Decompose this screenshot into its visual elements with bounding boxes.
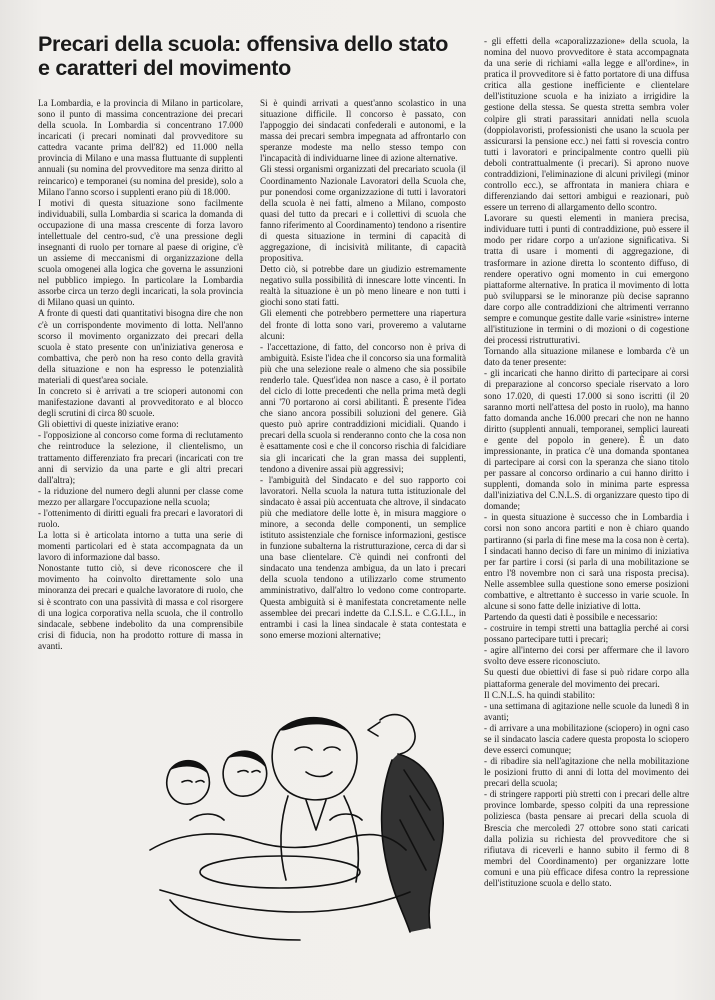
paragraph: Gli elementi che potrebbero permettere una riapertura del fronte di lotta sono vari, proveremo a valutarne alcuni: (260, 308, 466, 341)
text-column-2 (260, 98, 466, 688)
paragraph: - di ribadire sia nell'agitazione che nella mobilitazione le posizioni frutto di anni di lotta del movimento dei precari della scuola; (484, 756, 689, 789)
text-column-1 (38, 98, 243, 688)
paragraph: Detto ciò, si potrebbe dare un giudizio estremamente negativo sulla possibilità di innescare lotte vincenti. In realtà la situazione è un pò meno lineare e non tutti i giochi sono stati fatti. (260, 264, 466, 308)
paragraph: - l'accettazione, di fatto, del concorso non è priva di ambiguità. Esiste l'idea che il concorso sia una formalità più che una selezione reale o almeno che sia possibile renderlo tale. Quest'idea non nasce a caso, è il portato del ciclo di lotte precedenti che nella prima metà degli anni '70 portarono ai corsi abilitanti. È presente l'idea che siano ancora possibili soluzioni del genere. Già questo può aprire contraddizioni micidiali. Quando i precari della scuola si renderanno conto che la cosa non è esattamente così e che il concorso rischia di falcidiare sia gli incaricati che la gran massa dei supplenti, tendono a divenire assai più aggressivi; (260, 341, 466, 474)
paragraph: Gli stessi organismi organizzati del precariato scuola (il Coordinamento Nazionale Lavoratori della Scuola che, pur ponendosi come organizzazione di tutti i lavoratori della scuola è nei fatti, almeno a Milano, composto quasi del tutto da precari e i collettivi di scuola che fanno riferimento al Coordinamento) tendono a risentire di questa situazione in termini di capacità di aggregazione, di incisività militante, di capacità propositiva. (260, 164, 466, 264)
paragraph: - una settimana di agitazione nelle scuole da lunedì 8 in avanti; (484, 700, 689, 722)
paragraph: La lotta si è articolata intorno a tutta una serie di momenti particolari ed è stata accompagnata da un lavoro di informazione dal basso. (38, 530, 243, 563)
paragraph: La Lombardia, e la provincia di Milano in particolare, sono il punto di massima concentrazione dei precari della scuola. In Lombardia si concentrano 17.000 incaricati (i precari nominati dal provveditore su cattedra vacante prima dell'82) ed 11.000 nella provincia di Milano e una massa fluttuante di supplenti annuali (su nomina del provveditore ma senza diritto al reincarico) e temporanei (su nomina del preside), solo a Milano l'anno scorso i supplenti erano più di 18.000. (38, 98, 243, 197)
article-title (38, 32, 478, 80)
paragraph: Tornando alla situazione milanese e lombarda c'è un dato da tener presente: (484, 346, 689, 368)
paragraph: - l'ambiguità del Sindacato e del suo rapporto coi lavoratori. Nella scuola la natura tutta istituzionale del sindacato è assai più accentuata che altrove, il sindacato più che mediatore delle lotte è, in misura maggiore o minore, a seconda delle componenti, un semplice istituto assistenziale che fornisce informazioni, gestisce in funzione subalterna la ristrutturazione, cerca di dar sì una base clientelare. C'è quindi nei confronti del sindacato una tendenza ambigua, da un lato i precari della scuola tendono a utilizzarlo come strumento amministrativo, dall'altro lo vedono come controparte. Questa ambiguità si è manifestata concretamente nelle assemblee dei precari indette da C.I.S.L. e C.G.I.L., in entrambi i casi la linea sindacale è stata contestata e sono emerse mozioni alternative; (260, 474, 466, 640)
paragraph: - gli incaricati che hanno diritto di partecipare ai corsi di preparazione al concorso speciale riservato a loro sono 17.020, di questi 17.000 si sono iscritti (il 20 saranno morti nell'attesa del posto in ruolo), ma hanno fatto domanda anche 16.000 precari che non ne hanno diritto (supplenti annuali, temporanei, semplici laureati e gente del popolo in genere). È un dato impressionante, in pratica c'è una domanda spontanea di partecipare ai corsi con la speranza che siano titolo per passare al concorso ordinario a cui hanno diritto i supplenti, domanda solo in minima parte espressa dall'iniziativa del C.N.L.S. di organizzare questo tipo di domande; (484, 368, 689, 512)
title-line-1: Precari della scuola: offensiva dello stato (38, 32, 449, 56)
paragraph: - la riduzione del numero degli alunni per classe come mezzo per allargare l'occupazione nella scuola; (38, 485, 243, 507)
paragraph: In concreto si è arrivati a tre scioperi autonomi con manifestazione davanti al provveditorato e al blocco degli scrutini di circa 80 scuole. (38, 386, 243, 419)
paragraph: Si è quindi arrivati a quest'anno scolastico in una situazione difficile. Il concorso è passato, con l'appoggio dei sindacati confederali e autonomi, e la massa dei precari sembra impegnata ad affrontarlo con speranze modeste ma nello stesso tempo con l'incapacità di individuarne linee di azione alternative. (260, 98, 466, 164)
paragraph: - gli effetti della «caporalizzazione» della scuola, la nomina del nuovo provveditore è stata accompagnata da una serie di richiami «alla legge e all'ordine», in pratica il provveditore si è fatto portatore di una diffusa critica alla gestione inefficiente e clientelare dell'istituzione scuola e ha iniziato a irrigidire la gestione della stessa. Se questa stretta sembra voler colpire gli strati parassitari annidati nella scuola (doppiolavoristi, professionisti che usano la scuola per assicurarsi la pensione ecc.) nei fatti si rovescia contro tutti i lavoratori e principalmente contro quelli più deboli contrattualmente (i precari). Si aprono nuove contraddizioni, l'eliminazione di alcuni privilegi (minor controllo ecc.), se affrontata in maniera chiara e differenziando dai settori ambigui e reazionari, può essere un terreno di allargamento dello scontro. (484, 36, 689, 213)
paragraph: Il C.N.L.S. ha quindi stabilito: (484, 689, 596, 700)
cartoon-illustration (130, 700, 470, 945)
paragraph: A fronte di questi dati quantitativi bisogna dire che non c'è un corrispondente movimento di lotta. Nell'anno scorso il movimento organizzato dei precari della scuola è stato presente con un'iniziativa generosa e combattiva, che però non ha reso conto della gravità della situazione e non ha espresso le potenzialità materiali di quest'area sociale. (38, 308, 243, 385)
paragraph: I motivi di questa situazione sono facilmente individuabili, sulla Lombardia si scarica la domanda di occupazione di una massa crescente di forza lavoro intellettuale del centro-sud, c'è una pressione degli insegnanti di ruolo per tornare al paese di origine, c'è un assieme di meccanismi di organizzazione della scuola omogenei alla logica che governa le assunzioni nel pubblico impiego. In particolare la Lombardia assorbe circa un terzo degli incaricati, la sola provincia di Milano quasi un quinto. (38, 197, 243, 308)
paragraph: - in questa situazione è successo che in Lombardia i corsi non sono ancora partiti e non è chiaro quando partiranno (si parla di fine mese ma la cosa non è certa). I sindacati hanno deciso di fare un minimo di iniziativa per far partire i corsi (si parla di una mobilitazione se entro l'8 novembre non ci sarà una risposta precisa). Nelle assemblee sulla questione sono emerse posizioni combattive, e altrettanto è successo in varie scuole. In alcune si sono fatte delle iniziative di lotta. (484, 512, 689, 611)
paragraph: - l'ottenimento di diritti eguali fra precari e lavoratori di ruolo. (38, 507, 243, 529)
title-line-2: e caratteri del movimento (38, 56, 291, 80)
text-column-3 (484, 36, 689, 966)
paragraph: - l'opposizione al concorso come forma di reclutamento che reintroduce la selezione, il clientelismo, un trattamento differenziato fra precari (incaricati con tre anni di servizio da una parte e gli altri precari dall'altra); (38, 430, 243, 485)
paragraph: Lavorare su questi elementi in maniera precisa, individuare tutti i punti di contraddizione, può essere il modo per ridare corpo a un'azione significativa. Si tratta di usare i momenti di aggregazione, di trasformare in azione diretta lo scontento diffuso, di rendere operativo ogni momento in cui emergono piattaforme alternative. In pratica il movimento di lotta può svilupparsi se le minoranze più decise sapranno dare corpo alle contraddizioni che altrimenti verranno sempre e comunque gestite dalle varie «sinistre» interne all'istituzione in termini o di mozioni o di cogestione dei processi ristrutturativi. (484, 213, 689, 346)
paragraph: - agire all'interno dei corsi per affermare che il lavoro svolto deve essere riconosciuto. (484, 645, 689, 667)
paragraph: - costruire in tempi stretti una battaglia perché ai corsi possano partecipare tutti i precari; (484, 623, 689, 645)
paragraph: Su questi due obiettivi di fase si può ridare corpo alla piattaforma generale del movimento dei precari. (484, 667, 689, 689)
paragraph: - di stringere rapporti più stretti con i precari delle altre province lombarde, spesso colpiti da una repressione poliziesca (basta pensare ai precari della scuola di Brescia che mercoledì 27 ottobre sono stati caricati dalla polizia su richiesta del provveditore che si rifiutava di riceverli e hanno subito il fermo di 8 membri del Coordinamento) per organizzare lotte comuni e una più efficace difesa contro la repressione dell'istituzione scuola e dello stato. (484, 789, 689, 888)
paragraph: Nonostante tutto ciò, si deve riconoscere che il movimento ha coinvolto direttamente solo una minoranza dei precari e qualche lavoratore di ruolo, che si è scontrato con una passività di massa e col risorgere di una logica corporativa nella scuola, che il controllo sindacale, sebbene indebolito da una comprensibile crisi di fiducia, non ha prodotto rotture di massa in avanti. (38, 563, 243, 651)
paragraph: Gli obiettivi di queste iniziative erano: (38, 419, 179, 430)
paragraph: - di arrivare a una mobilitazione (sciopero) in ogni caso se il sindacato lascia cadere questa proposta lo sciopero deve esserci comunque; (484, 722, 689, 755)
paragraph: Partendo da questi dati è possibile e necessario: (484, 612, 658, 623)
